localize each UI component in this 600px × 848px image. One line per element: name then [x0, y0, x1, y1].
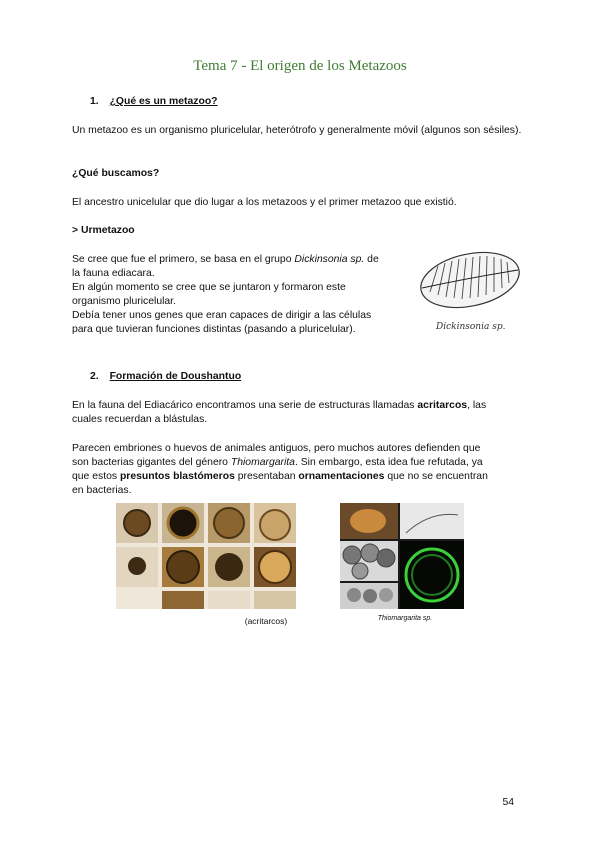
subheading-que-buscamos: ¿Qué buscamos?: [72, 168, 160, 179]
text-run: En la fauna del Ediacárico encontramos una serie de estructuras llamadas: [72, 400, 418, 411]
page-number: 54: [502, 797, 514, 808]
text-run: son bacterias gigantes del género: [72, 457, 231, 468]
paragraph-ancestro: El ancestro unicelular que dio lugar a los metazoos y el primer metazoo que existió.: [72, 197, 457, 208]
caption-acritarcos: (acritarcos): [244, 616, 288, 626]
text-line: en bacterias.: [72, 485, 132, 496]
acritarcos-figure: [116, 503, 296, 609]
section-2-heading: [90, 371, 241, 382]
caption-thiomargarita: Thiomargarita sp.: [377, 615, 433, 622]
dickinsonia-label: Dickinsonia sp.: [436, 322, 506, 332]
thiomargarita-figure: [340, 503, 464, 609]
text-run: . Sin embargo, esta idea fue refutada, ya: [294, 457, 483, 468]
paragraph-thiomargarita: [72, 442, 532, 498]
taxon-name: Dickinsonia sp.: [294, 254, 365, 265]
acritarcos-photo-grid: [116, 503, 296, 609]
text-line: para que tuvieran funciones distintas (pasando a pluricelular).: [72, 324, 356, 335]
text-line: cuales recuerdan a blástulas.: [72, 414, 208, 425]
term-acritarcos: acritarcos: [417, 400, 468, 411]
text-line: organismo pluricelular.: [72, 296, 176, 307]
taxon-name: Thiomargarita: [230, 457, 295, 468]
section-title: Formación de Doushantuo: [109, 371, 242, 382]
paragraph-definition: Un metazoo es un organismo pluricelular, heterótrofo y generalmente móvil (algunos son sésiles).: [72, 125, 522, 136]
text-line: En algún momento se cree que se juntaron y formaron este: [72, 282, 346, 293]
text-run: que no se encuentran: [384, 471, 488, 482]
text-line: la fauna ediacara.: [72, 268, 155, 279]
text-run: , las: [467, 400, 487, 411]
term-ornamentaciones: ornamentaciones: [298, 471, 385, 482]
text-line: Debía tener unos genes que eran capaces de dirigir a las células: [72, 310, 372, 321]
dickinsonia-figure: [408, 240, 524, 340]
subheading-urmetazoo: > Urmetazoo: [72, 225, 135, 236]
text-line: Parecen embriones o huevos de animales antiguos, pero muchos autores defienden que: [72, 443, 481, 454]
text-run: presentaban: [234, 471, 299, 482]
thiomargarita-photo-grid: [340, 503, 464, 609]
section-number: 1.: [90, 96, 99, 107]
paragraph-urmetazoo: [72, 253, 412, 337]
section-number: 2.: [90, 371, 99, 382]
paragraph-acritarcos: [72, 399, 532, 427]
section-title: ¿Qué es un metazoo?: [109, 96, 218, 107]
text-run: Se cree que fue el primero, se basa en el grupo: [72, 254, 295, 265]
text-run: que estos: [72, 471, 120, 482]
text-run: de: [364, 254, 379, 265]
term-blastomeros: presuntos blastómeros: [119, 471, 235, 482]
page-title: Tema 7 - El origen de los Metazoos: [193, 58, 407, 74]
section-1-heading: [90, 96, 218, 107]
